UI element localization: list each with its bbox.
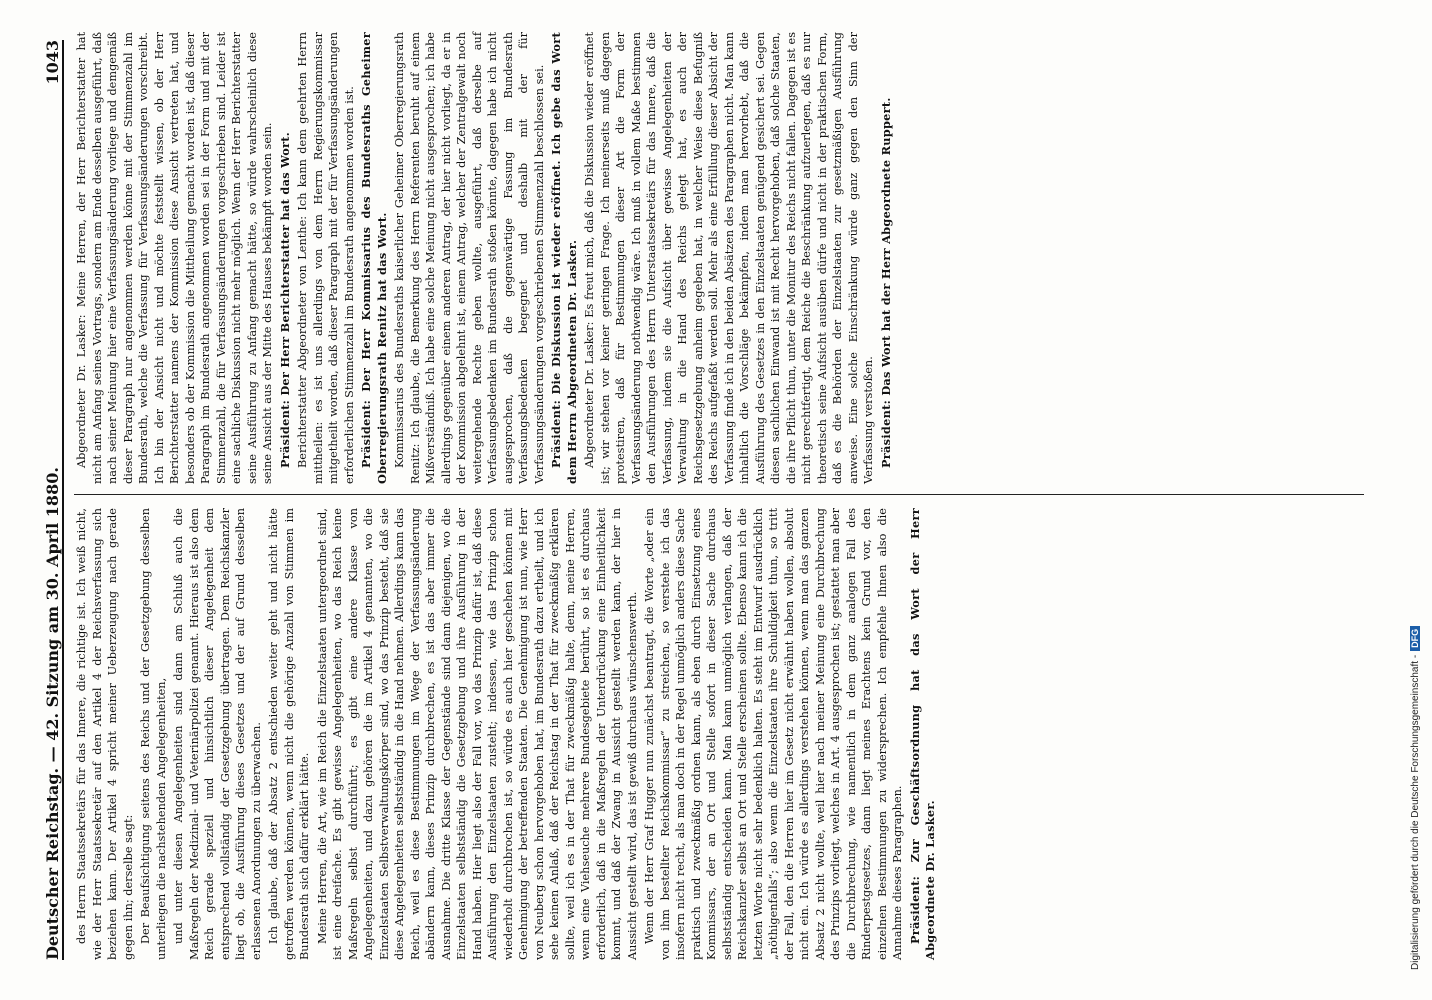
paragraph: Abgeordneter Dr. Lasker: Meine Herren, der Herr Berichterstatter hat nicht am Anfang seines Vortrags, sondern am Ende desselben ausgeführt, daß nach seiner Meinung hier eine Verfassungsänderung vorliege und demgemäß dieser Paragraph nur angenommen werden könne mit der Stimmenzahl im Bundesrath, welche die Verfassung für Verfassungsänderungen vorschreibt. Ich bin der Ansicht nicht und möchte feststellt wissen, ob der Herr Berichterstatter namens der Kommission diese Ansicht vertreten hat, und besonders ob der Kommission die Mittheilung gemacht worden ist, daß dieser Paragraph im Bundesrath angenommen worden sei in der Form und mit der Stimmenzahl, die für Verfassungsänderungen vorgeschrieben sind. Leider ist eine sachliche Diskussion nicht mehr möglich. Wenn der Herr Berichterstatter seine Ausführung zu Anfang gemacht hätte, so würde wahrscheinlich diese seine Ansicht aus der Mitte des Hauses bekämpft worden sein. [75,32,274,484]
paragraph: des Herrn Staatssekretärs für das Innere, die richtige ist. Ich weiß nicht, wie der Herr Staatssekretär auf den Artikel 4 der Reichsverfassung sich beziehen kann. Der Artikel 4 spricht meiner Ueberzeugung nach gerade gegen ihn; derselbe sagt: [75,508,135,960]
header-title: Deutscher Reichstag. — 42. Sitzung am 30. April 1880. [43,467,62,960]
paragraph: Präsident: Der Herr Kommissarius des Bundesraths Geheimer Oberregierungsrath Renitz hat das Wort. [359,32,389,484]
dfg-funding-note [1410,40,1421,970]
paragraph: Ich glaube, daß der Absatz 2 entschieden weiter geht und nicht hätte getroffen werden können, wenn nicht die gehörige Anzahl von Stimmen im Bundesrath sich dafür erklärt hätte. [267,508,311,960]
column-divider [74,494,1364,495]
paragraph: Präsident: Die Diskussion ist wieder eröffnet. Ich gebe das Wort dem Herrn Abgeordneten Dr. Lasker. [549,32,579,484]
paragraph: Präsident: Das Wort hat der Herr Abgeordnete Ruppert. [878,97,893,468]
paragraph: Meine Herren, die Art, wie im Reich die Einzelstaaten untergeordnet sind, ist eine dreifache. Es gibt gewisse Angelegenheiten, wo das Reich keine Maßregeln selbst durchführt; es gibt eine andere Klasse von Angelegenheiten, und dazu gehören die im Artikel 4 genannten, wo die Einzelstaaten Selbstverwaltungskörper sind, wo das Prinzip besteht, daß sie diese Angelegenheiten selbstständig in die Hand nehmen. Allerdings kann das Reich, weil es diese Bestimmungen im Wege der Verfassungsänderung abändern kann, dieses Prinzip durchbrechen, es ist das aber immer die Ausnahme. Die dritte Klasse der Gegenstände sind dann diejenigen, wo die Einzelstaaten selbstständig die Gesetzgebung und ihre Ausführung in der Hand haben. Hier liegt also der Fall vor, wo das Prinzip dafür ist, daß diese Ausführung den Einzelstaaten zusteht; indessen, wie das Prinzip schon wiederholt durchbrochen ist, so würde es auch hier geschehen können mit Genehmigung der betreffenden Staaten. Die Genehmigung ist nun, wie Herr von Neuberg schon hervorgehoben hat, im Bundesrath dazu ertheilt, und ich sehe keinen Anlaß, daß der Reichstag in der That für zweckmäßig erklären sollte, weil ich es in der That für zweckmäßig halte, denn, meine Herren, wenn eine Viehseuche mehrere Bundesgebiete berührt, so ist es durchaus erforderlich, daß in die Maßregeln der Unterdrückung eine Einheitlichkeit kommt, und daß der Zwang in Aussicht gestellt werden kann, der hier in Aussicht gestellt wird, das ist gewiß durchaus wünschenswerth. [315,508,639,960]
dfg-note-text: Digitalisierung gefördert durch die Deutsche Forschungsgemeinschaft - [1410,654,1421,970]
paragraph: Der Beaufsichtigung seitens des Reichs und der Gesetzgebung desselben unterliegen die nachstehenden Angelegenheiten, [139,508,168,960]
paragraph: Abgeordneter Dr. Lasker: Es freut mich, daß die Diskussion wieder eröffnet ist; wir stehen vor keiner geringen Frage. Ich meinerseits muß dagegen protestiren, daß für Bestimmungen dieser Art die Form der Verfassungsänderung nothwendig wäre. Ich muß in vollem Maße bestimmen den Ausführungen des Herrn Unterstaatssekretärs für das Innere, daß die Verfassung, indem sie die Aufsicht über gewisse Angelegenheiten der Verwaltung in die Hand des Reichs gelegt hat, es auch der Reichsgesetzgebung anheim gegeben hat, in welcher Weise diese Befugniß des Reichs aufgefaßt werden soll. Mehr als eine Erfüllung dieser Absicht der Verfassung finde ich in den beiden Absätzen des Paragraphen nicht. Man kann inhaltlich die Vorschläge bekämpfen, indem man hervorhebt, daß die Ausführung des Gesetzes in den Einzelstaaten genügend gesichert sei. Gegen diesen sachlichen Einwand ist mit Recht hervorgehoben, daß solche Staaten, die ihre Pflicht thun, unter die Monitur des Reichs nicht fallen. Dagegen ist es nicht gerechtfertigt, dem Reiche die Beschränkung aufzuerlegen, daß es nur theoretisch seine Aufsicht ausüben dürfe und nicht in der praktischen Form, daß es die Behörden der Einzelstaaten zur gesetzmäßigen Ausführung anweise. Eine solche Einschränkung würde ganz gegen den Sinn der Verfassung verstoßen. [583,32,875,484]
dfg-logo: DFG [1410,626,1420,651]
page-number: 1043 [43,40,62,85]
right-column [74,32,896,484]
page-header [28,40,64,960]
left-column [74,508,941,960]
paragraph: Berichterstatter Abgeordneter von Lenthe: Ich kann dem geehrten Herrn mittheilen: es ist uns allerdings von dem Herrn Regierungskommissar mitgetheilt worden, daß dieser Paragraph mit der für Verfassungsänderungen erforderlichen Stimmenzahl im Bundesrath angenommen worden ist. [296,32,356,484]
paragraph: Präsident: Zur Geschäftsordnung hat das Wort der Herr Abgeordnete Dr. Lasker. [907,508,937,960]
paragraph: Kommissarius des Bundesraths kaiserlicher Geheimer Oberregierungsrath Renitz: Ich glaube, die Bemerkung des Herrn Referenten beruht auf einem Mißverständniß. Ich habe eine solche Meinung nicht ausgesprochen; ich habe allerdings gegenüber einem anderen Antrag, der hier nicht vorliegt, da er in der Kommission abgelehnt ist, einem Antrag, welcher der Zentralgewalt noch weitergehende Rechte geben wollte, ausgeführt, daß derselbe auf Verfassungsbedenken im Bundesrath stoßen könnte, dagegen habe ich nicht ausgesprochen, daß die gegenwärtige Fassung im Bundesrath Verfassungsbedenken begegnet und deshalb mit der für Verfassungsänderungen vorgeschriebenen Stimmenzahl beschlossen sei. [393,32,546,484]
paragraph: und unter diesen Angelegenheiten sind dann am Schluß auch die Maßregeln der Medizinal- und Veterinärpolizei genannt. Hieraus ist also dem Reich gerade speziell und hinsichtlich dieser Angelegenheit dem entsprechend vollständig der Gesetzgebung übertragen. Dem Reichskanzler liegt ob, die Ausführung dieses Gesetzes und der auf Grund desselben erlassenen Anordnungen zu überwachen. [172,508,263,960]
paragraph: Präsident: Der Herr Berichterstatter hat das Wort. [277,131,292,468]
paragraph: Wenn der Herr Graf Hugger nun zunächst beantragt, die Worte „oder ein von ihm bestellter Reichskommissar“ zu streichen, so verstehe ich das insofern nicht recht, als man doch in der Regel unmöglich anders diese Sache praktisch und zweckmäßig ordnen kann, als eben durch Einsetzung eines Kommissars, der an Ort und Stelle sofort in dieser Sache durchaus selbstständig entscheiden kann. Man kann unmöglich verlangen, daß der Reichskanzler selbst an Ort und Stelle erscheinen sollte. Ebenso kann ich die letzten Worte nicht sehr bedenklich halten. Es steht im Entwurf ausdrücklich „nöthigenfalls“; also wenn die Einzelstaaten ihre Schuldigkeit thun, so tritt der Fall, den die Herren hier im Gesetz nicht erwähnt haben wollen, absolut nicht ein. Ich würde es allerdings verstehen können, wenn man das ganzen Absatz 2 nicht wollte, weil hier nach meiner Meinung eine Durchbrechung des Prinzips vorliegt, welches in Art. 4 ausgesprochen ist; gestattet man aber die Durchbrechung, wie namentlich in dem ganz analogen Fall des Rinderpestgesetzes, dann liegt meines Erachtens kein Grund vor, den einzelnen Bestimmungen zu widersprechen. Ich empfehle Ihnen also die Annahme dieses Paragraphen. [643,508,904,960]
dfg-sidebar [1410,40,1430,970]
